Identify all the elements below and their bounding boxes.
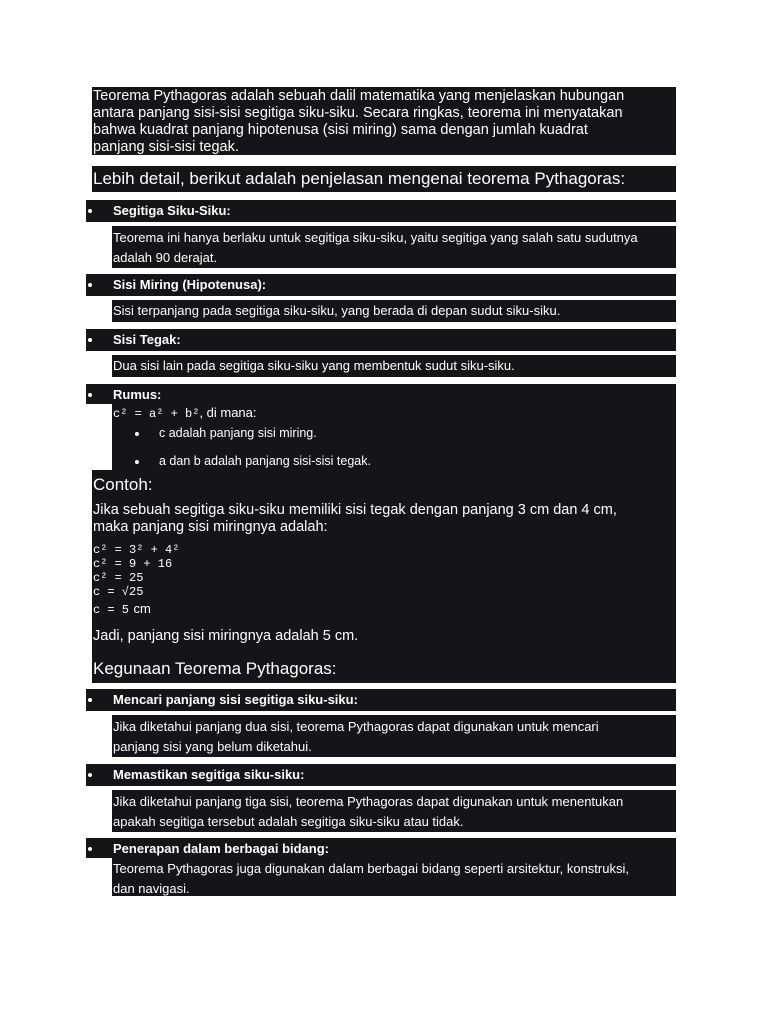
contoh-heading: Contoh:	[93, 475, 153, 494]
bullet-icon	[88, 209, 92, 213]
formula-rest: , di mana:	[199, 405, 257, 420]
calc-line-1: c² = 3² + 4²	[93, 543, 180, 557]
calc-line-4: c = √25	[93, 585, 144, 599]
contoh-conclusion: Jadi, panjang sisi miringnya adalah 5 cm.	[93, 628, 359, 644]
formula-line	[113, 405, 257, 421]
item-1-desc-1: Teorema ini hanya berlaku untuk segitiga siku-siku, yaitu segitiga yang salah satu sudutnya	[113, 230, 638, 245]
item-1-title: Segitiga Siku-Siku:	[113, 203, 231, 218]
kegunaan-item-3-desc-1: Teorema Pythagoras juga digunakan dalam berbagai bidang seperti arsitektur, konstruksi,	[113, 861, 629, 876]
kegunaan-item-1-desc-1: Jika diketahui panjang dua sisi, teorema Pythagoras dapat digunakan untuk mencari	[113, 719, 599, 734]
contoh-text-1: Jika sebuah segitiga siku-siku memiliki sisi tegak dengan panjang 3 cm dan 4 cm,	[93, 502, 617, 518]
detail-heading: Lebih detail, berikut adalah penjelasan mengenai teorema Pythagoras:	[93, 169, 626, 188]
kegunaan-item-2-desc-2: apakah segitiga tersebut adalah segitiga siku-siku atau tidak.	[113, 814, 464, 829]
sub-item-2: a dan b adalah panjang sisi-sisi tegak.	[159, 454, 371, 468]
kegunaan-item-3-desc-2: dan navigasi.	[113, 881, 190, 896]
bullet-icon	[88, 698, 92, 702]
item-4-title-block	[86, 384, 676, 404]
bullet-icon	[135, 460, 139, 464]
intro-line-2: antara panjang sisi-sisi segitiga siku-siku. Secara ringkas, teorema ini menyatakan	[93, 105, 623, 121]
kegunaan-item-1-desc-2: panjang sisi yang belum diketahui.	[113, 739, 312, 754]
bullet-icon	[88, 847, 92, 851]
contoh-text-2: maka panjang sisi miringnya adalah:	[93, 519, 328, 535]
bullet-icon	[88, 338, 92, 342]
item-1-desc-2: adalah 90 derajat.	[113, 250, 218, 265]
calc-line-3: c² = 25	[93, 571, 144, 585]
sub-item-1: c adalah panjang sisi miring.	[159, 426, 317, 440]
bullet-icon	[88, 773, 92, 777]
intro-line-1: Teorema Pythagoras adalah sebuah dalil matematika yang menjelaskan hubungan	[93, 88, 625, 104]
calc-line-5-unit: cm	[133, 601, 151, 616]
kegunaan-item-3-title: Penerapan dalam berbagai bidang:	[113, 841, 329, 856]
intro-line-3: bahwa kuadrat panjang hipotenusa (sisi miring) sama dengan jumlah kuadrat	[93, 122, 588, 138]
bullet-icon	[88, 283, 92, 287]
item-4-title: Rumus:	[113, 387, 162, 402]
intro-line-4: panjang sisi-sisi tegak.	[93, 139, 239, 155]
item-3-title: Sisi Tegak:	[113, 332, 181, 347]
calc-line-5	[93, 600, 151, 618]
item-3-desc-1: Dua sisi lain pada segitiga siku-siku yang membentuk sudut siku-siku.	[113, 358, 515, 373]
bullet-icon	[135, 432, 139, 436]
calc-line-2: c² = 9 + 16	[93, 557, 173, 571]
kegunaan-item-2-desc-1: Jika diketahui panjang tiga sisi, teorema Pythagoras dapat digunakan untuk menentukan	[113, 794, 624, 809]
item-2-title: Sisi Miring (Hipotenusa):	[113, 277, 267, 292]
kegunaan-heading: Kegunaan Teorema Pythagoras:	[93, 659, 337, 678]
item-2-desc-1: Sisi terpanjang pada segitiga siku-siku, yang berada di depan sudut siku-siku.	[113, 303, 561, 318]
bullet-icon	[88, 393, 92, 397]
formula-mono: c² = a² + b²	[113, 407, 200, 421]
kegunaan-item-1-title: Mencari panjang sisi segitiga siku-siku:	[113, 692, 358, 707]
kegunaan-item-2-title: Memastikan segitiga siku-siku:	[113, 767, 305, 782]
calc-line-5-value: c = 5	[93, 603, 130, 617]
